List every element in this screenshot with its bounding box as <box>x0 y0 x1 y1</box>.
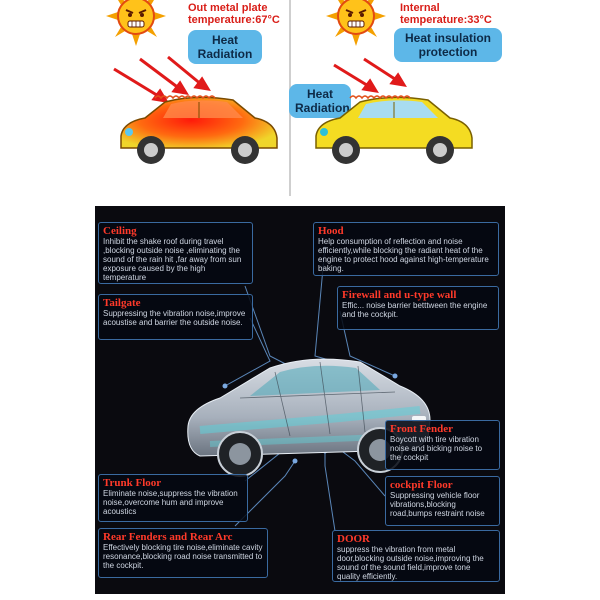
callout-hood <box>313 222 499 276</box>
callout-title: Tailgate <box>103 297 141 309</box>
bubble-line-2: protection <box>418 45 478 59</box>
callout-desc: Suppressing vehicle floor vibrations,blocking road,bumps restraint noise <box>390 491 485 518</box>
bubble-line-1: Heat <box>306 87 333 101</box>
callout-desc: Eliminate noise,suppress the vibration noise,overcome hum and improve acoustics <box>103 489 238 516</box>
temp-line-1: Internal <box>400 2 440 14</box>
angry-sun-icon <box>326 0 386 46</box>
bubble-line-1: Heat <box>211 33 238 47</box>
protected-car-illustration <box>310 92 476 170</box>
callout-desc: Boycott with tire vibration noise and bicking noise to the cockpit <box>390 435 483 462</box>
callout-title: Ceiling <box>103 225 137 237</box>
temp-line-2: temperature:33°C <box>400 14 492 26</box>
callout-desc: Suppressing the vibration noise,improve acoustise and barrier the outside noise. <box>103 309 246 327</box>
callout-cockpit-floor <box>385 476 500 526</box>
heat-comparison-illustration <box>0 0 600 196</box>
internal-temperature-label <box>400 2 492 26</box>
callout-desc: Effic... noise barrier betttween the engine and the cockpit. <box>342 301 488 319</box>
temp-line-2: temperature:67°C <box>188 14 280 26</box>
temp-line-1: Out metal plate <box>188 2 268 14</box>
callout-front-fender <box>385 420 500 470</box>
callout-trunk-floor <box>98 474 248 522</box>
callout-desc: Help consumption of reflection and noise efficiently,while blocking the radiant heat of the engine to protect hood against high-temperature baking. <box>318 237 489 273</box>
callout-tailgate <box>98 294 253 340</box>
callout-desc: suppress the vibration from metal door,blocking outside noise,improving the sound of the sound field,improve tone quality efficiently. <box>337 545 484 581</box>
callout-title: Trunk Floor <box>103 477 162 489</box>
callout-ceiling <box>98 222 253 284</box>
callout-door <box>332 530 500 582</box>
callout-title: DOOR <box>337 533 370 545</box>
callout-desc: Effectively blocking tire noise,eliminate cavity resonance,blocking road noise transmitted to the cockpit. <box>103 543 263 570</box>
callout-title: Hood <box>318 225 344 237</box>
bubble-line-1: Heat insulation <box>404 31 491 45</box>
callout-title: cockpit Floor <box>390 479 453 491</box>
callout-title: Firewall and u-type wall <box>342 289 457 301</box>
bubble-line-2: Radiation <box>197 47 253 61</box>
car-soundproofing-diagram <box>95 206 505 594</box>
bubble-line-2: Radiation <box>295 101 350 115</box>
callout-rear-fenders <box>98 528 268 578</box>
callout-firewall <box>337 286 499 330</box>
outer-temperature-label <box>188 2 280 26</box>
callout-desc: Inhibit the shake roof during travel ,blocking outside noise ,eliminating the sound of the rain hit ,far away from sun exposure caused by the high temperature <box>103 237 242 282</box>
callout-title: Rear Fenders and Rear Arc <box>103 531 233 543</box>
hot-car-illustration <box>115 92 281 170</box>
angry-sun-icon <box>106 0 166 46</box>
callout-title: Front Fender <box>390 423 454 435</box>
